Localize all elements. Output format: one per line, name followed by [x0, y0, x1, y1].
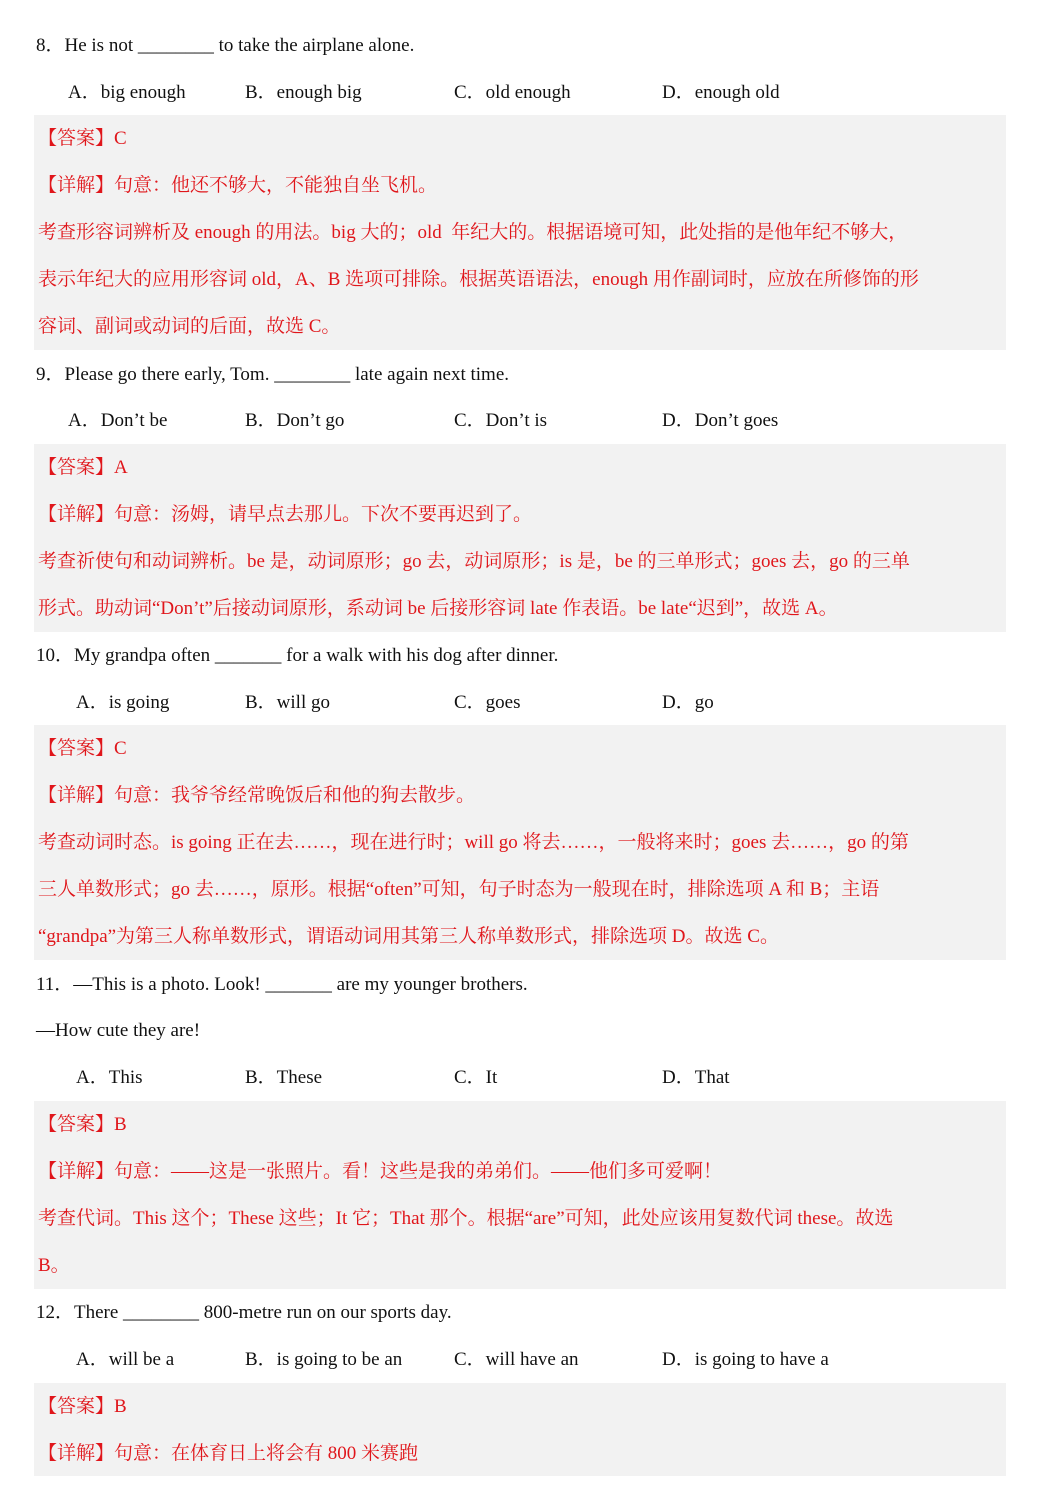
- question-11-reply: —How cute they are!: [36, 1020, 201, 1041]
- question-8-stem: 8．He is not ________ to take the airplane alone.: [36, 35, 415, 56]
- option-b: B．These: [245, 1067, 323, 1088]
- explanation-line: 考查动词时态。is going 正在去……，现在进行时；will go 将去……，一般将来时；goes 去……，go 的第: [38, 832, 909, 853]
- question-12-options: [0, 1348, 1044, 1372]
- question-9-options: [0, 409, 1044, 433]
- explanation-line: 考查形容词辨析及 enough 的用法。big 大的；old 年纪大的。根据语境可知，此处指的是他年纪不够大，: [38, 222, 908, 243]
- question-11-stem: 11．—This is a photo. Look! _______ are my younger brothers.: [36, 974, 528, 995]
- option-a: A．This: [76, 1067, 143, 1088]
- question-9-stem: 9．Please go there early, Tom. ________ late again next time.: [36, 364, 510, 385]
- answer-block-9: [34, 444, 1006, 632]
- answer-label: 【答案】B: [38, 1396, 127, 1417]
- explanation-line: 考查代词。This 这个；These 这些；It 它；That 那个。根据“are”可知，此处应该用复数代词 these。故选: [38, 1208, 894, 1229]
- detail-translation: 【详解】句意：——这是一张照片。看！这些是我的弟弟们。——他们多可爱啊！: [38, 1161, 723, 1182]
- question-10-stem: 10．My grandpa often _______ for a walk with his dog after dinner.: [36, 645, 559, 666]
- detail-translation: 【详解】句意：汤姆，请早点去那儿。下次不要再迟到了。: [38, 504, 533, 525]
- option-c: C．will have an: [454, 1349, 579, 1370]
- option-a: A．Don’t be: [68, 410, 168, 431]
- explanation-line: 容词、副词或动词的后面，故选 C。: [38, 316, 341, 337]
- option-c: C．old enough: [454, 82, 571, 103]
- explanation-line: 考查祈使句和动词辨析。be 是，动词原形；go 去，动词原形；is 是，be 的三单形式；goes 去，go 的三单: [38, 551, 910, 572]
- option-b: B．enough big: [245, 82, 362, 103]
- answer-label: 【答案】A: [38, 457, 128, 478]
- answer-label: 【答案】B: [38, 1114, 127, 1135]
- question-11-options: [0, 1066, 1044, 1090]
- answer-block-12: [34, 1383, 1006, 1476]
- option-a: A．will be a: [76, 1349, 175, 1370]
- answer-label: 【答案】C: [38, 128, 127, 149]
- explanation-line: B。: [38, 1255, 70, 1276]
- answer-block-8: [34, 115, 1006, 350]
- option-c: C．Don’t is: [454, 410, 548, 431]
- option-d: D．go: [662, 692, 714, 713]
- answer-block-10: [34, 725, 1006, 960]
- detail-translation: 【详解】句意：在体育日上将会有 800 米赛跑: [38, 1443, 419, 1464]
- explanation-line: 表示年纪大的应用形容词 old，A、B 选项可排除。根据英语语法，enough 用作副词时，应放在所修饰的形: [38, 269, 919, 290]
- option-d: D．is going to have a: [662, 1349, 829, 1370]
- option-d: D．Don’t goes: [662, 410, 779, 431]
- option-a: A．big enough: [68, 82, 186, 103]
- option-d: D．enough old: [662, 82, 780, 103]
- answer-label: 【答案】C: [38, 738, 127, 759]
- answer-block-11: [34, 1101, 1006, 1289]
- detail-translation: 【详解】句意：他还不够大，不能独自坐飞机。: [38, 175, 438, 196]
- explanation-line: “grandpa”为第三人称单数形式，谓语动词用其第三人称单数形式，排除选项 D。故选 C。: [38, 926, 779, 947]
- question-12-stem: 12．There ________ 800-metre run on our sports day.: [36, 1302, 452, 1323]
- option-b: B．is going to be an: [245, 1349, 403, 1370]
- option-a: A．is going: [76, 692, 170, 713]
- option-c: C．It: [454, 1067, 498, 1088]
- option-b: B．will go: [245, 692, 330, 713]
- option-b: B．Don’t go: [245, 410, 345, 431]
- explanation-line: 三人单数形式；go 去……，原形。根据“often”可知，句子时态为一般现在时，排除选项 A 和 B；主语: [38, 879, 880, 900]
- detail-translation: 【详解】句意：我爷爷经常晚饭后和他的狗去散步。: [38, 785, 476, 806]
- explanation-line: 形式。助动词“Don’t”后接动词原形，系动词 be 后接形容词 late 作表语。be late“迟到”，故选 A。: [38, 598, 838, 619]
- option-d: D．That: [662, 1067, 730, 1088]
- option-c: C．goes: [454, 692, 521, 713]
- question-10-options: [0, 691, 1044, 715]
- question-8-options: [0, 81, 1044, 105]
